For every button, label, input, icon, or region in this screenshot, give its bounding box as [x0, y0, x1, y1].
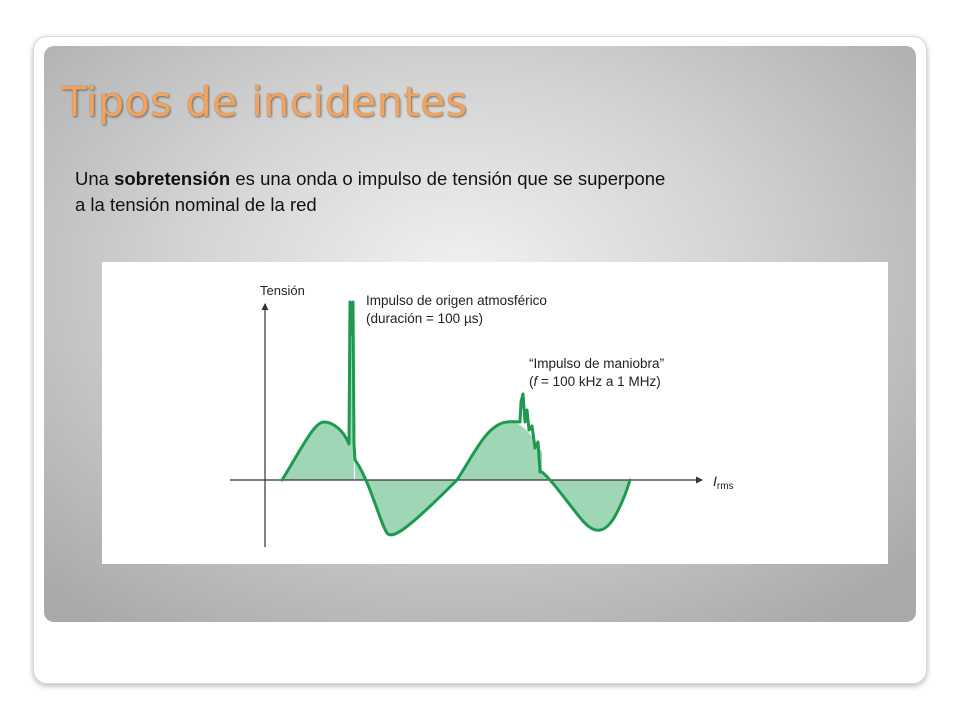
atmospheric-impulse-label-line1: Impulso de origen atmosférico	[366, 293, 547, 308]
atmospheric-impulse-label-line2: (duración = 100 µs)	[366, 311, 483, 326]
current-axis-label-main: I	[713, 473, 717, 489]
wave-fill-negative-2	[542, 472, 630, 530]
switching-label-open-paren: (	[529, 374, 534, 389]
wave-fill-negative-1	[355, 460, 457, 535]
current-axis-label	[713, 473, 734, 492]
overvoltage-diagram-svg	[102, 262, 888, 564]
switching-label-frequency-range: = 100 kHz a 1 MHz)	[537, 374, 661, 389]
voltage-axis-label: Tensión	[260, 283, 305, 298]
switching-label-frequency-symbol: f	[533, 374, 538, 389]
body-text-bold-term: sobretensión	[114, 168, 231, 189]
body-text-line2: a la tensión nominal de la red	[75, 194, 317, 215]
slide-body-text	[75, 166, 865, 218]
body-text-prefix: Una	[75, 168, 115, 189]
body-text-line1-rest: es una onda o impulso de tensión que se superpone	[230, 168, 666, 189]
overvoltage-diagram	[102, 262, 888, 564]
switching-impulse-label-line2	[529, 374, 661, 389]
switching-impulse-label-line1: “Impulso de maniobra”	[529, 356, 665, 371]
slide-title: Tipos de incidentes	[62, 78, 468, 126]
current-axis-label-sub: rms	[716, 481, 734, 492]
